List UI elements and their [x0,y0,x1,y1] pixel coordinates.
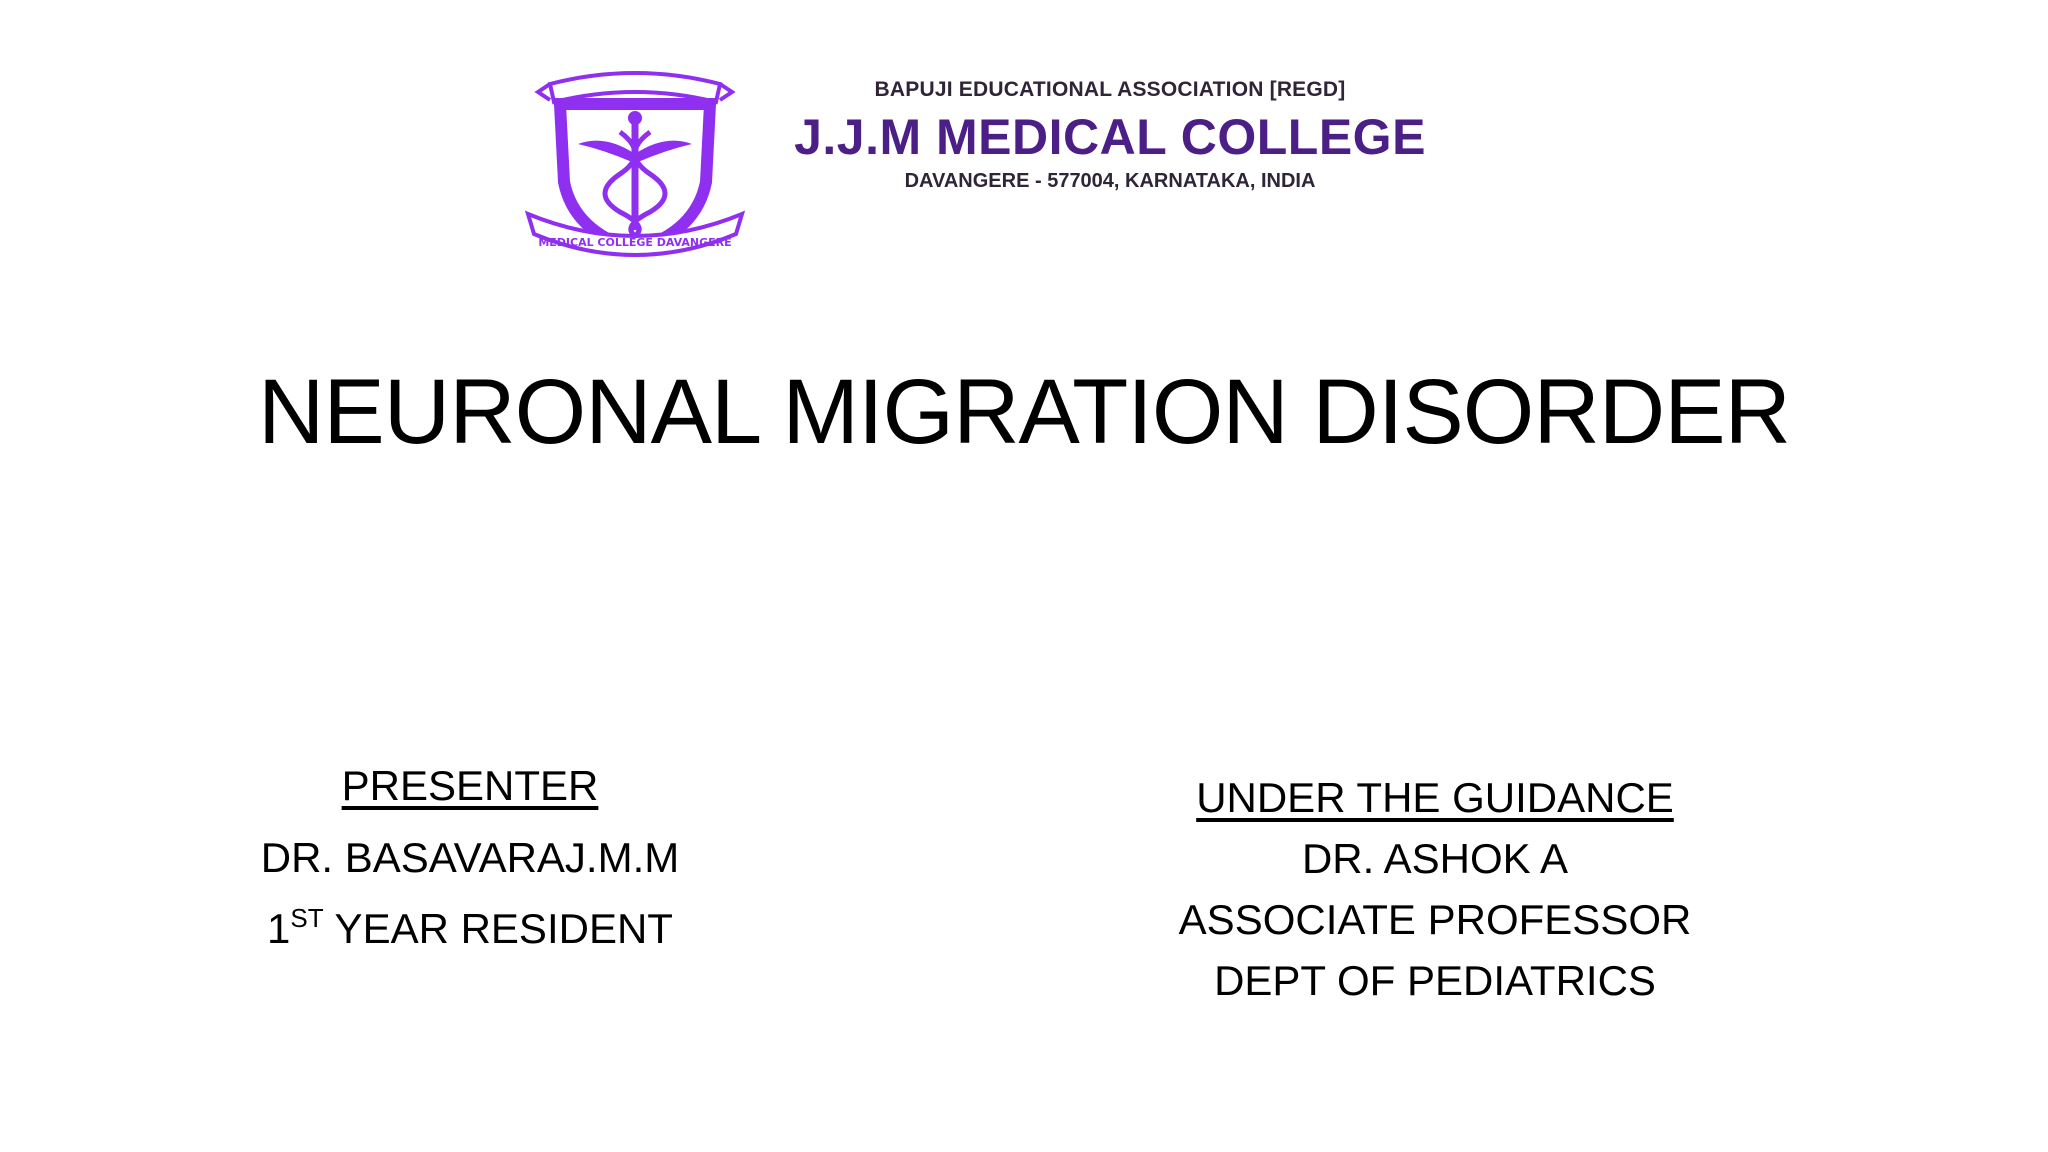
guide-name: DR. ASHOK A [1301,834,1569,882]
presenter-year-suffix: ST [290,903,324,933]
guide-designation: ASSOCIATE PROFESSOR [1178,895,1692,943]
presenter-heading: PRESENTER [341,762,599,809]
presenter-year [190,903,750,956]
caduceus-shield-icon [520,62,750,262]
slide-title: NEURONAL MIGRATION DISORDER [257,361,1790,463]
logo-ribbon-bottom-text: MEDICAL COLLEGE DAVANGERE [538,236,732,249]
guide-block [1135,768,1735,1012]
association-name: BAPUJI EDUCATIONAL ASSOCIATION [REGD] [874,78,1346,101]
presenter-year-rest: YEAR RESIDENT [323,905,673,952]
college-address: DAVANGERE - 577004, KARNATAKA, INDIA [904,170,1316,192]
presenter-name: DR. BASAVARAJ.M.M [260,833,680,881]
presenter-block [190,760,750,975]
guide-heading: UNDER THE GUIDANCE [1196,774,1674,821]
guide-department: DEPT OF PEDIATRICS [1214,956,1656,1004]
college-header-banner [510,62,1450,262]
college-name: J.J.M MEDICAL COLLEGE [794,109,1426,165]
college-text-block [770,78,1450,193]
presenter-year-number: 1 [267,905,291,952]
college-logo [520,62,750,262]
